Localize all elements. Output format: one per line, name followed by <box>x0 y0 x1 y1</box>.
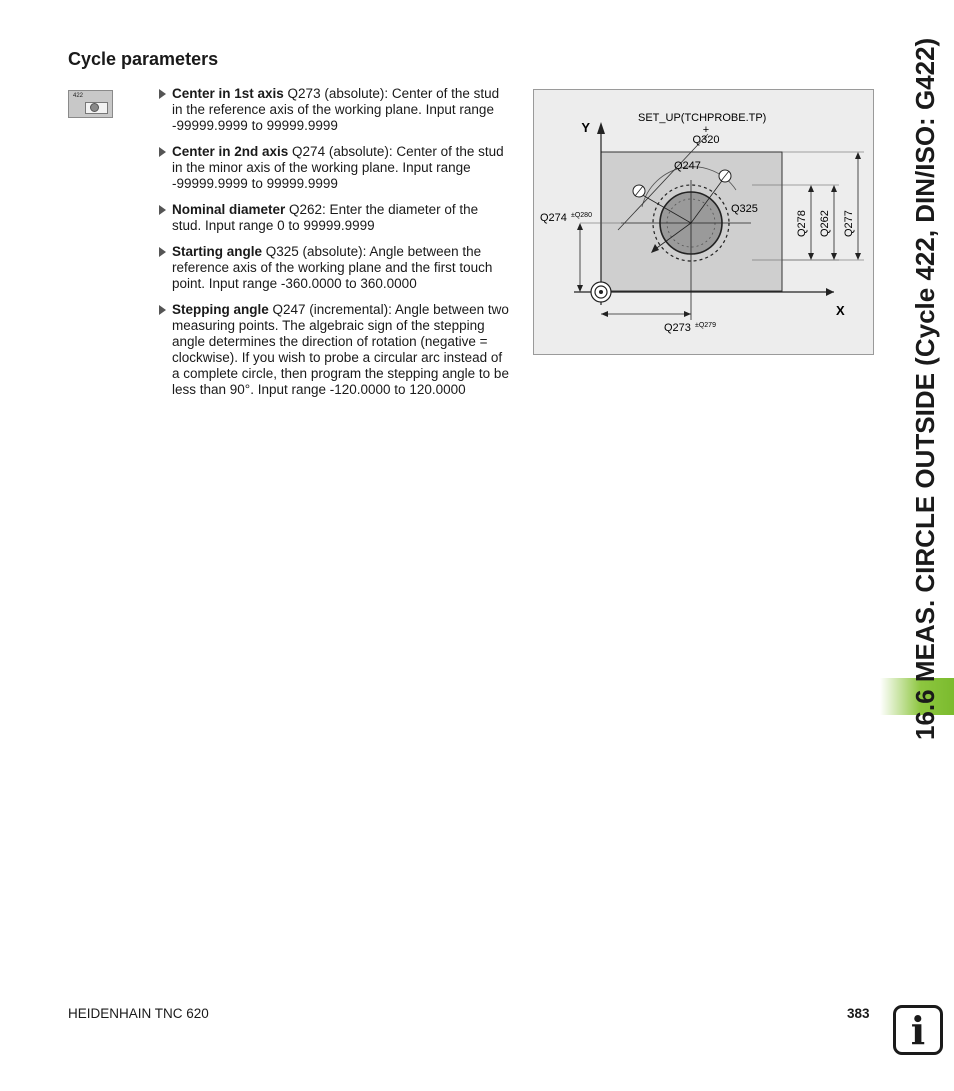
cycle-icon-stud <box>90 103 99 112</box>
param-name: Center in 2nd axis <box>172 144 289 159</box>
q320-label: Q320 <box>692 134 720 146</box>
datum-dot <box>599 290 603 294</box>
dim-arrow-icon <box>577 285 583 292</box>
x-axis-arrow-icon <box>826 288 834 296</box>
cycle-diagram-svg <box>534 90 875 356</box>
bullet-arrow-icon <box>159 89 166 99</box>
bullet-arrow-icon <box>159 305 166 315</box>
bullet-arrow-icon <box>159 147 166 157</box>
param-center-2nd-axis <box>159 144 511 192</box>
param-description: Q262: Enter the diameter of the stud. Input range 0 to 99999.9999 <box>172 202 479 233</box>
param-description: Q273 (absolute): Center of the stud in the reference axis of the working plane. Input range -99999.9999 to 99999.9999 <box>172 86 500 133</box>
param-description: Q325 (absolute): Angle between the reference axis of the working plane and the first touch point. Input range -360.0000 to 360.0000 <box>172 244 493 291</box>
dim-arrow-icon <box>577 223 583 230</box>
param-name: Nominal diameter <box>172 202 286 217</box>
setup-plus: + <box>702 124 710 136</box>
q277-label: Q277 <box>843 210 855 237</box>
q262-label: Q262 <box>819 210 831 237</box>
cycle-diagram <box>533 89 874 355</box>
q325-label: Q325 <box>731 203 758 215</box>
param-description: Q274 (absolute): Center of the stud in the minor axis of the working plane. Input range -99999.9999 to 99999.9999 <box>172 144 504 191</box>
param-starting-angle <box>159 244 511 292</box>
q278-label: Q278 <box>796 210 808 237</box>
bullet-arrow-icon <box>159 247 166 257</box>
param-center-1st-axis <box>159 86 511 134</box>
y-axis-label: Y <box>581 120 590 135</box>
param-description: Q247 (incremental): Angle between two measuring points. The algebraic sign of the stepping angle determines the direction of rotation (negative = clockwise). If you wish to probe a circular arc instead of a complete circle, then program the stepping angle to be less than 90°. Input range -120.0000 to 120.0000 <box>172 302 509 397</box>
dim-arrow-icon <box>684 311 691 317</box>
setup-label: SET_UP(TCHPROBE.TP) <box>638 112 767 124</box>
footer-product: HEIDENHAIN TNC 620 <box>68 1006 209 1021</box>
q273-label: Q273 <box>664 322 691 334</box>
y-axis-arrow-icon <box>597 122 605 134</box>
cycle-number: 422 <box>73 93 84 99</box>
dim-arrow-icon <box>831 253 837 260</box>
dim-arrow-icon <box>808 185 814 192</box>
section-heading: Cycle parameters <box>68 49 219 69</box>
info-icon <box>893 1005 943 1055</box>
bullet-arrow-icon <box>159 205 166 215</box>
chapter-title: 16.6 MEAS. CIRCLE OUTSIDE (Cycle 422, DIN/ISO: G422) <box>910 37 940 740</box>
param-name: Stepping angle <box>172 302 269 317</box>
info-glyph: i <box>910 1008 926 1053</box>
cycle-422-icon <box>68 90 113 118</box>
param-name: Center in 1st axis <box>172 86 284 101</box>
q280-label: ±Q280 <box>571 212 592 219</box>
param-name: Starting angle <box>172 244 263 259</box>
x-axis-label: X <box>836 303 845 318</box>
q247-label: Q247 <box>674 160 701 172</box>
dim-arrow-icon <box>831 185 837 192</box>
q274-label: Q274 <box>540 212 567 224</box>
param-stepping-angle <box>159 302 511 398</box>
dim-arrow-icon <box>855 152 861 159</box>
dim-arrow-icon <box>808 253 814 260</box>
dim-arrow-icon <box>855 253 861 260</box>
dim-arrow-icon <box>601 311 608 317</box>
param-nominal-diameter <box>159 202 511 234</box>
parameter-list <box>159 86 511 408</box>
page-number: 383 <box>847 1006 870 1021</box>
q279-label: ±Q279 <box>695 322 716 329</box>
